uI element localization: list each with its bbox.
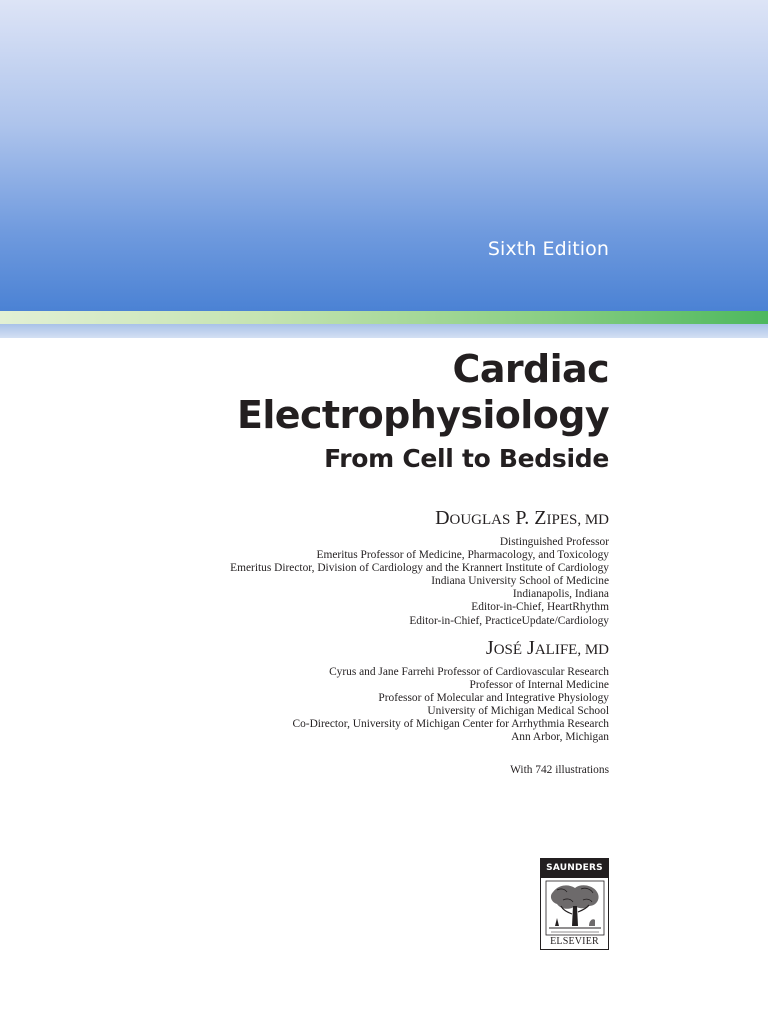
credential-line: Cyrus and Jane Farrehi Professor of Cardiovascular Research (329, 666, 609, 678)
blue-accent-stripe (0, 324, 768, 338)
author-name (230, 506, 609, 532)
author-last-initial: Z (534, 507, 547, 529)
author-first-rest: OSÉ (493, 642, 523, 658)
credential-line: University of Michigan Medical School (427, 705, 609, 718)
credential-line: Ann Arbor, Michigan (511, 731, 609, 744)
book-title-line-1: Cardiac (452, 347, 609, 391)
credential-line: Indianapolis, Indiana (512, 588, 609, 601)
author-last-rest: ALIFE (534, 642, 578, 658)
author-suffix: , MD (577, 642, 609, 658)
imprint-label: SAUNDERS (541, 859, 608, 878)
credential-line: Co-Director, University of Michigan Center for Arrhythmia Research (292, 718, 609, 731)
cover-header-band (0, 0, 768, 311)
author-middle-initial: P. (510, 507, 535, 529)
author-first-initial: J (485, 637, 494, 659)
elsevier-tree-icon (545, 880, 605, 936)
credential-line: Distinguished Professor (499, 536, 609, 548)
credential-line: Professor of Molecular and Integrative Physiology (378, 692, 609, 705)
author-first-rest: OUGLAS (449, 512, 511, 528)
edition-label: Sixth Edition (487, 238, 609, 260)
credential-line: Emeritus Director, Division of Cardiology and the Krannert Institute of Cardiology (230, 562, 609, 575)
credential-line: Editor-in-Chief, HeartRhythm (471, 601, 609, 614)
author-first-initial: D (435, 507, 450, 529)
book-title-line-2: Electrophysiology (237, 393, 609, 437)
author-block-zipes (230, 506, 609, 628)
author-block-jalife (293, 636, 610, 745)
book-title-block (237, 346, 609, 477)
credential-line: Editor-in-Chief, PracticeUpdate/Cardiology (409, 614, 609, 627)
author-last-rest: IPES (546, 512, 578, 528)
author-credentials (293, 666, 610, 745)
illustrations-note: With 742 illustrations (510, 764, 609, 776)
publisher-logo (540, 858, 609, 950)
publisher-name: ELSEVIER (550, 936, 599, 947)
author-last-initial: J (527, 637, 535, 659)
credential-line: Indiana University School of Medicine (431, 575, 609, 588)
green-accent-stripe (0, 311, 768, 324)
credential-line: Emeritus Professor of Medicine, Pharmacology, and Toxicology (316, 549, 609, 562)
author-suffix: , MD (577, 512, 609, 528)
author-name (293, 636, 610, 662)
credential-line: Professor of Internal Medicine (469, 679, 609, 692)
book-subtitle: From Cell to Bedside (324, 444, 609, 473)
author-credentials (230, 536, 609, 628)
